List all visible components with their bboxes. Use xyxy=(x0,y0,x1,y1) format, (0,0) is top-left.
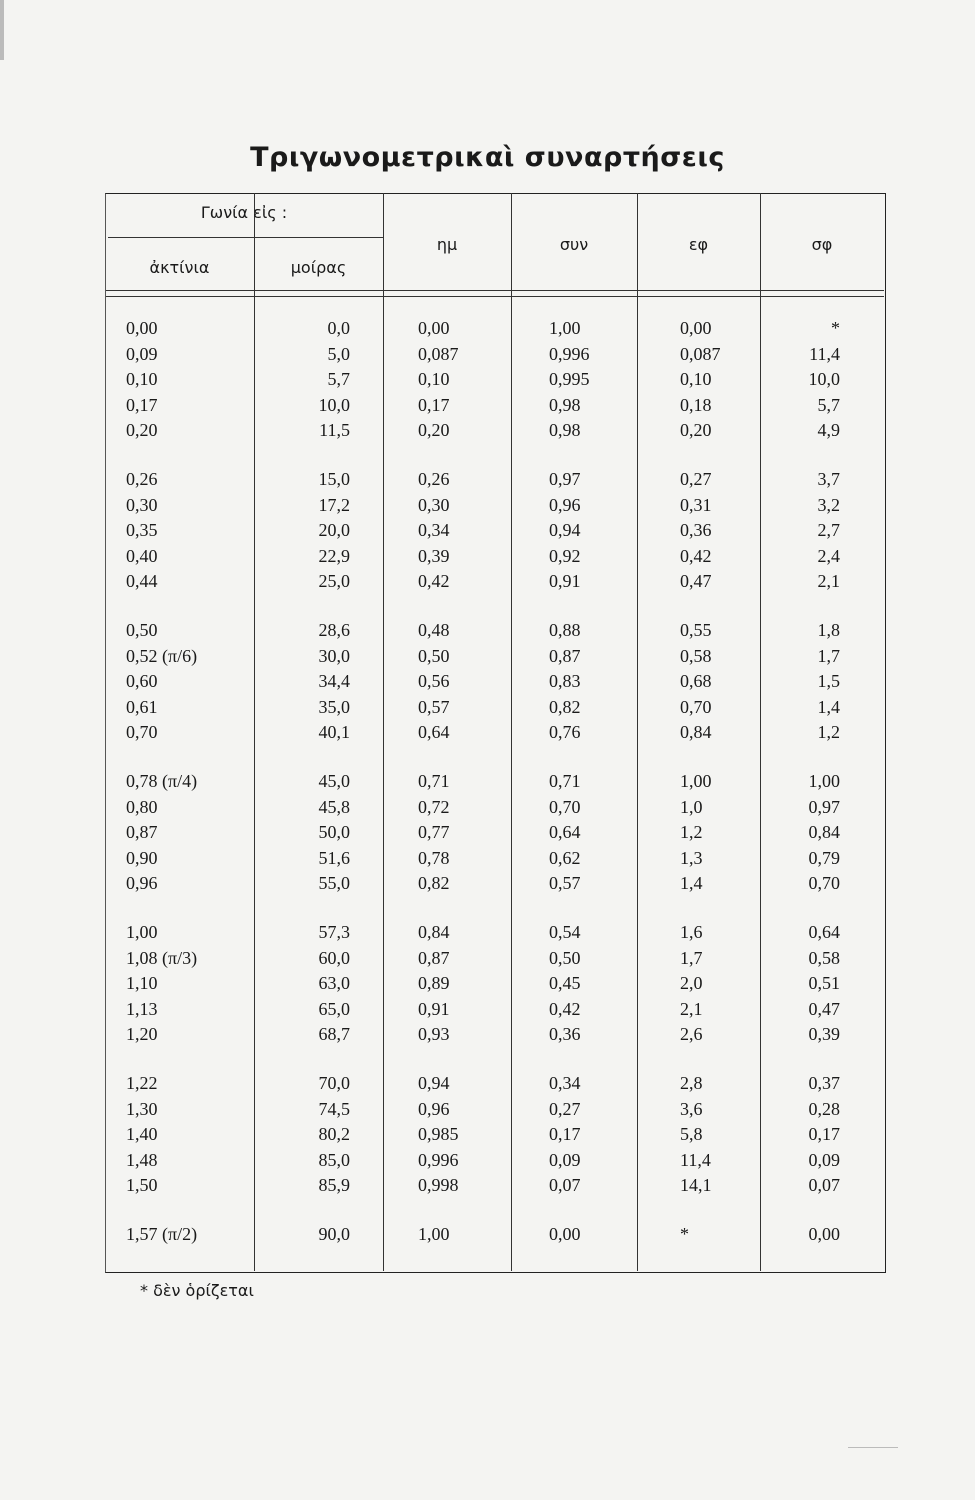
cell-tangent: 0,47 xyxy=(680,571,712,592)
cell-cotangent: 0,84 xyxy=(808,822,840,843)
cell-radians: 1,22 xyxy=(126,1073,158,1093)
cell-cosine: 0,17 xyxy=(549,1124,581,1145)
cell-cotangent: 1,4 xyxy=(817,696,840,717)
cell-sine: 0,50 xyxy=(418,645,450,666)
cell-tangent: 0,27 xyxy=(680,469,712,489)
cell-degrees: 22,9 xyxy=(318,545,350,566)
cell-tangent: 0,36 xyxy=(680,520,712,541)
cell-cosine: 0,94 xyxy=(549,520,581,541)
cell-tangent: 2,1 xyxy=(680,998,703,1019)
cell-tangent: 1,0 xyxy=(680,796,703,817)
cell-degrees: 90,0 xyxy=(318,1224,350,1244)
cell-radians: 0,17 xyxy=(126,394,158,415)
cell-cotangent: 2,7 xyxy=(817,520,840,541)
cell-cosine: 0,76 xyxy=(549,722,581,743)
cell-sine: 0,94 xyxy=(418,1073,450,1093)
cell-cosine: 0,34 xyxy=(549,1073,581,1093)
cell-cotangent: 2,1 xyxy=(817,571,840,592)
cell-degrees: 57,3 xyxy=(318,922,350,942)
cell-cosine: 0,71 xyxy=(549,771,581,791)
header-rule-top xyxy=(106,290,884,291)
cell-cosine: 0,07 xyxy=(549,1175,581,1196)
cell-cotangent: 10,0 xyxy=(808,369,840,390)
cell-cotangent: 4,9 xyxy=(817,420,840,441)
cell-radians: 0,96 xyxy=(126,873,158,894)
cell-tangent: 0,00 xyxy=(680,318,712,338)
cell-tangent: 3,6 xyxy=(680,1098,703,1119)
cell-cotangent: 0,17 xyxy=(808,1124,840,1145)
cell-sine: 0,77 xyxy=(418,822,450,843)
cell-sine: 0,26 xyxy=(418,469,450,489)
cell-cotangent: 0,09 xyxy=(808,1149,840,1170)
cell-radians: 1,50 xyxy=(126,1175,158,1196)
cell-cotangent: 0,70 xyxy=(808,873,840,894)
cell-degrees: 34,4 xyxy=(318,671,350,692)
header-sine: ημ xyxy=(436,235,458,254)
cell-sine: 0,996 xyxy=(418,1149,459,1170)
cell-sine: 0,96 xyxy=(418,1098,450,1119)
cell-radians: 0,61 xyxy=(126,696,158,717)
cell-degrees: 25,0 xyxy=(318,571,350,592)
cell-sine: 0,17 xyxy=(418,394,450,415)
cell-degrees: 55,0 xyxy=(318,873,350,894)
cell-cotangent: 1,00 xyxy=(808,771,840,791)
cell-sine: 0,82 xyxy=(418,873,450,894)
cell-cosine: 0,42 xyxy=(549,998,581,1019)
cell-cosine: 0,09 xyxy=(549,1149,581,1170)
cell-cosine: 0,82 xyxy=(549,696,581,717)
cell-cotangent: 1,8 xyxy=(817,620,840,640)
cell-radians: 0,60 xyxy=(126,671,158,692)
cell-cotangent: 0,79 xyxy=(808,847,840,868)
cell-radians: 1,08 (π/3) xyxy=(126,947,198,968)
cell-cosine: 0,00 xyxy=(549,1224,581,1244)
cell-tangent: 0,68 xyxy=(680,671,712,692)
cell-cosine: 0,97 xyxy=(549,469,581,489)
cell-cotangent: 0,28 xyxy=(808,1098,840,1119)
cell-tangent: 14,1 xyxy=(680,1175,712,1196)
cell-cosine: 0,27 xyxy=(549,1098,581,1119)
cell-tangent: 2,8 xyxy=(680,1073,703,1093)
cell-cotangent: 0,58 xyxy=(808,947,840,968)
cell-tangent: 0,18 xyxy=(680,394,712,415)
cell-sine: 0,56 xyxy=(418,671,450,692)
cell-cosine: 0,64 xyxy=(549,822,581,843)
cell-cotangent: * xyxy=(831,318,840,338)
cell-sine: 0,998 xyxy=(418,1175,459,1196)
cell-tangent: 0,087 xyxy=(680,343,721,364)
cell-sine: 0,64 xyxy=(418,722,450,743)
cell-degrees: 30,0 xyxy=(318,645,350,666)
cell-radians: 0,80 xyxy=(126,796,158,817)
cell-radians: 0,87 xyxy=(126,822,158,843)
cell-cosine: 0,50 xyxy=(549,947,581,968)
cell-radians: 1,48 xyxy=(126,1149,158,1170)
cell-radians: 1,10 xyxy=(126,973,158,994)
cell-sine: 0,30 xyxy=(418,494,450,515)
cell-tangent: 5,8 xyxy=(680,1124,703,1145)
cell-cosine: 0,83 xyxy=(549,671,581,692)
cell-tangent: 0,31 xyxy=(680,494,712,515)
cell-cotangent: 3,2 xyxy=(817,494,840,515)
cell-radians: 0,78 (π/4) xyxy=(126,771,198,791)
cell-radians: 0,30 xyxy=(126,494,158,515)
cell-radians: 0,52 (π/6) xyxy=(126,645,198,666)
cell-degrees: 40,1 xyxy=(318,722,350,743)
cell-degrees: 50,0 xyxy=(318,822,350,843)
cell-cosine: 0,996 xyxy=(549,343,590,364)
cell-tangent: 1,7 xyxy=(680,947,703,968)
cell-tangent: 11,4 xyxy=(680,1149,711,1170)
cell-radians: 0,10 xyxy=(126,369,158,390)
cell-radians: 1,13 xyxy=(126,998,158,1019)
cell-cosine: 0,45 xyxy=(549,973,581,994)
cell-cotangent: 0,00 xyxy=(808,1224,840,1244)
cell-cotangent: 11,4 xyxy=(809,343,840,364)
cell-cosine: 0,62 xyxy=(549,847,581,868)
cell-cotangent: 1,2 xyxy=(817,722,840,743)
cell-degrees: 70,0 xyxy=(318,1073,350,1093)
cell-sine: 0,087 xyxy=(418,343,459,364)
cell-degrees: 68,7 xyxy=(318,1024,350,1045)
cell-sine: 0,87 xyxy=(418,947,450,968)
cell-radians: 0,40 xyxy=(126,545,158,566)
cell-sine: 0,34 xyxy=(418,520,450,541)
cell-sine: 0,42 xyxy=(418,571,450,592)
cell-degrees: 5,0 xyxy=(327,343,350,364)
cell-tangent: 1,6 xyxy=(680,922,703,942)
cell-cotangent: 0,97 xyxy=(808,796,840,817)
cell-tangent: 0,20 xyxy=(680,420,712,441)
cell-degrees: 74,5 xyxy=(318,1098,350,1119)
header-tangent: εφ xyxy=(688,235,709,254)
cell-degrees: 0,0 xyxy=(327,318,350,338)
angle-group-header: Γωνία εἰς : xyxy=(200,203,288,222)
cell-cotangent: 0,51 xyxy=(808,973,840,994)
cell-cosine: 0,98 xyxy=(549,394,581,415)
cell-sine: 0,93 xyxy=(418,1024,450,1045)
cell-tangent: 2,6 xyxy=(680,1024,703,1045)
cell-sine: 0,10 xyxy=(418,369,450,390)
cell-radians: 0,26 xyxy=(126,469,158,489)
cell-cosine: 0,70 xyxy=(549,796,581,817)
cell-tangent: 1,00 xyxy=(680,771,712,791)
cell-cosine: 0,88 xyxy=(549,620,581,640)
cell-tangent: * xyxy=(680,1224,689,1244)
cell-tangent: 1,3 xyxy=(680,847,703,868)
cell-radians: 0,09 xyxy=(126,343,158,364)
cell-tangent: 0,84 xyxy=(680,722,712,743)
cell-sine: 0,00 xyxy=(418,318,450,338)
cell-cosine: 0,54 xyxy=(549,922,581,942)
cell-sine: 0,39 xyxy=(418,545,450,566)
cell-cosine: 0,96 xyxy=(549,494,581,515)
cell-sine: 0,20 xyxy=(418,420,450,441)
column-divider xyxy=(637,193,638,1271)
cell-degrees: 51,6 xyxy=(318,847,350,868)
cell-cotangent: 0,37 xyxy=(808,1073,840,1093)
cell-tangent: 0,42 xyxy=(680,545,712,566)
cell-degrees: 60,0 xyxy=(318,947,350,968)
cell-degrees: 11,5 xyxy=(319,420,350,441)
cell-radians: 0,44 xyxy=(126,571,158,592)
cell-tangent: 0,55 xyxy=(680,620,712,640)
cell-radians: 1,57 (π/2) xyxy=(126,1224,198,1244)
cell-cosine: 0,57 xyxy=(549,873,581,894)
cell-cotangent: 1,5 xyxy=(817,671,840,692)
cell-cotangent: 0,39 xyxy=(808,1024,840,1045)
cell-cosine: 0,87 xyxy=(549,645,581,666)
header-radians: ἀκτίνια xyxy=(149,258,210,277)
cell-radians: 1,00 xyxy=(126,922,158,942)
cell-degrees: 85,9 xyxy=(318,1175,350,1196)
cell-sine: 0,57 xyxy=(418,696,450,717)
cell-degrees: 80,2 xyxy=(318,1124,350,1145)
cell-radians: 0,70 xyxy=(126,722,158,743)
cell-cotangent: 0,47 xyxy=(808,998,840,1019)
header-subdivider xyxy=(108,237,383,238)
cell-tangent: 0,70 xyxy=(680,696,712,717)
cell-cotangent: 2,4 xyxy=(817,545,840,566)
cell-sine: 0,78 xyxy=(418,847,450,868)
cell-cosine: 0,92 xyxy=(549,545,581,566)
cell-cosine: 0,91 xyxy=(549,571,581,592)
cell-degrees: 45,8 xyxy=(318,796,350,817)
cell-degrees: 15,0 xyxy=(318,469,350,489)
cell-sine: 1,00 xyxy=(418,1224,450,1244)
cell-cotangent: 3,7 xyxy=(817,469,840,489)
cell-radians: 0,90 xyxy=(126,847,158,868)
column-divider xyxy=(511,193,512,1271)
cell-degrees: 63,0 xyxy=(318,973,350,994)
cell-cosine: 0,36 xyxy=(549,1024,581,1045)
cell-cosine: 1,00 xyxy=(549,318,581,338)
cell-sine: 0,48 xyxy=(418,620,450,640)
footnote: * δὲν ὁρίζεται xyxy=(140,1281,254,1300)
cell-sine: 0,89 xyxy=(418,973,450,994)
cell-tangent: 0,10 xyxy=(680,369,712,390)
cell-degrees: 5,7 xyxy=(327,369,350,390)
cell-cotangent: 0,07 xyxy=(808,1175,840,1196)
cell-degrees: 20,0 xyxy=(318,520,350,541)
column-divider xyxy=(383,193,384,1271)
cell-cotangent: 1,7 xyxy=(817,645,840,666)
page-title: Τριγωνομετρικαὶ συναρτήσεις xyxy=(250,142,725,173)
cell-tangent: 1,4 xyxy=(680,873,703,894)
cell-degrees: 28,6 xyxy=(318,620,350,640)
cell-sine: 0,91 xyxy=(418,998,450,1019)
cell-radians: 1,30 xyxy=(126,1098,158,1119)
cell-radians: 1,20 xyxy=(126,1024,158,1045)
cell-tangent: 0,58 xyxy=(680,645,712,666)
cell-radians: 0,20 xyxy=(126,420,158,441)
cell-tangent: 2,0 xyxy=(680,973,703,994)
cell-degrees: 10,0 xyxy=(318,394,350,415)
cell-degrees: 45,0 xyxy=(318,771,350,791)
scan-edge-mark xyxy=(848,1447,898,1448)
header-rule-bottom xyxy=(106,296,884,297)
cell-sine: 0,71 xyxy=(418,771,450,791)
cell-cosine: 0,98 xyxy=(549,420,581,441)
scan-edge-mark xyxy=(0,0,4,60)
cell-degrees: 85,0 xyxy=(318,1149,350,1170)
cell-cotangent: 0,64 xyxy=(808,922,840,942)
header-degrees: μοίρας xyxy=(290,258,347,277)
cell-sine: 0,72 xyxy=(418,796,450,817)
cell-degrees: 65,0 xyxy=(318,998,350,1019)
cell-cosine: 0,995 xyxy=(549,369,590,390)
cell-degrees: 35,0 xyxy=(318,696,350,717)
cell-radians: 0,50 xyxy=(126,620,158,640)
cell-radians: 0,35 xyxy=(126,520,158,541)
header-cotangent: σφ xyxy=(811,235,833,254)
cell-degrees: 17,2 xyxy=(318,494,350,515)
cell-radians: 0,00 xyxy=(126,318,158,338)
cell-cotangent: 5,7 xyxy=(817,394,840,415)
cell-radians: 1,40 xyxy=(126,1124,158,1145)
header-cosine: συν xyxy=(559,235,589,254)
cell-tangent: 1,2 xyxy=(680,822,703,843)
cell-sine: 0,84 xyxy=(418,922,450,942)
cell-sine: 0,985 xyxy=(418,1124,459,1145)
